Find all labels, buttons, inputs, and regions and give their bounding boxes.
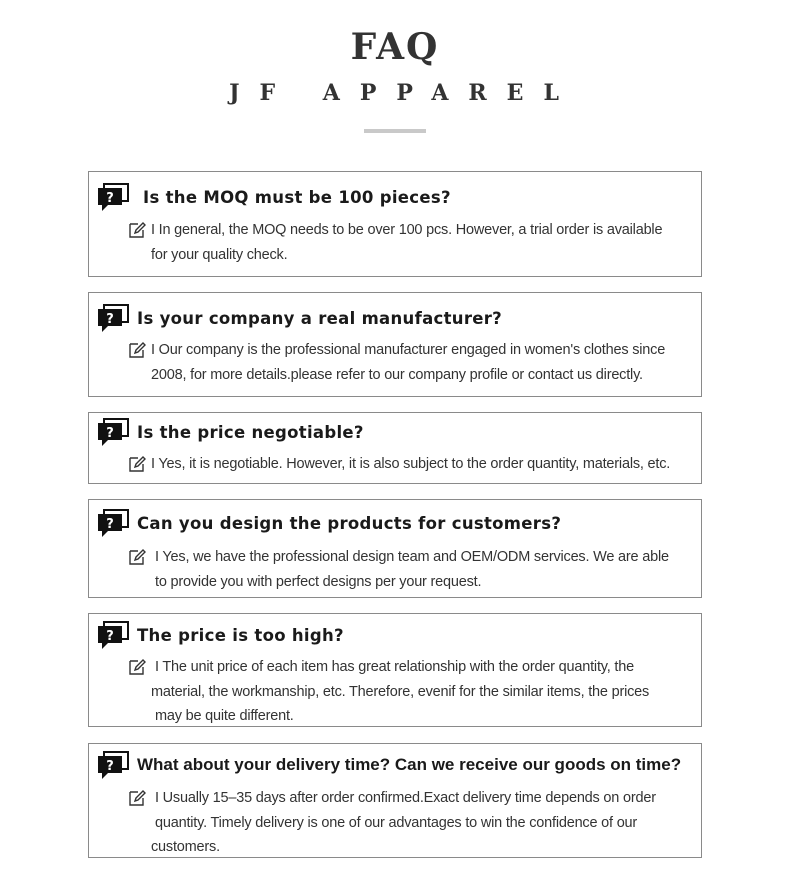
- faq-answer-line: for your quality check.: [151, 246, 288, 263]
- faq-answer: [127, 655, 693, 729]
- faq-answer: [127, 545, 693, 594]
- faq-answer-line: I Usually 15–35 days after order confirmed.Exact delivery time depends on order: [155, 790, 656, 806]
- edit-note-icon: [127, 788, 147, 808]
- faq-question: Can you design the products for customers?: [137, 513, 562, 533]
- faq-answer-line: I The unit price of each item has great relationship with the order quantity, the: [155, 659, 634, 675]
- faq-question-row: [97, 303, 502, 333]
- faq-answer-line: quantity. Timely delivery is one of our advantages to win the confidence of our: [155, 814, 638, 831]
- question-bubble-icon: [97, 182, 131, 212]
- question-bubble-icon: [97, 508, 131, 538]
- edit-note-icon: [127, 220, 147, 240]
- faq-question: Is the price negotiable?: [137, 422, 364, 442]
- svg-text:?: ?: [106, 759, 114, 774]
- brand-subtitle: JF APPAREL: [229, 80, 579, 106]
- faq-question: What about your delivery time? Can we receive our goods on time?: [137, 755, 682, 774]
- faq-answer-line: may be quite different.: [155, 708, 294, 724]
- faq-answer: [127, 452, 693, 477]
- faq-question-row: [97, 417, 364, 447]
- faq-answer: [127, 338, 693, 387]
- title-divider: [364, 129, 426, 133]
- faq-answer: [127, 218, 693, 267]
- page-title: FAQ: [350, 26, 440, 68]
- faq-card-manufacturer: [88, 292, 702, 397]
- faq-answer-line: I In general, the MOQ needs to be over 100 pcs. However, a trial order is available: [151, 222, 663, 238]
- svg-text:?: ?: [106, 517, 114, 532]
- faq-answer-line: customers.: [151, 839, 220, 855]
- faq-card-price-high: [88, 613, 702, 727]
- faq-card-design: [88, 499, 702, 598]
- edit-note-icon: [127, 657, 147, 677]
- faq-question: Is your company a real manufacturer?: [137, 308, 503, 328]
- edit-note-icon: [127, 547, 147, 567]
- faq-question-row: [97, 182, 451, 212]
- faq-question-row: [97, 620, 344, 650]
- faq-question: Is the MOQ must be 100 pieces?: [143, 187, 451, 207]
- question-bubble-icon: [97, 620, 131, 650]
- edit-note-icon: [127, 454, 147, 474]
- question-bubble-icon: [97, 303, 131, 333]
- svg-text:?: ?: [106, 426, 114, 441]
- faq-answer-line: 2008, for more details.please refer to our company profile or contact us directly.: [151, 366, 643, 383]
- faq-answer-line: I Yes, we have the professional design team and OEM/ODM services. We are able: [155, 549, 669, 565]
- svg-text:?: ?: [106, 629, 114, 644]
- svg-text:?: ?: [106, 191, 114, 206]
- faq-card-delivery: [88, 743, 702, 858]
- faq-answer-line: I Yes, it is negotiable. However, it is also subject to the order quantity, materials, etc.: [151, 456, 671, 472]
- question-bubble-icon: [97, 417, 131, 447]
- edit-note-icon: [127, 340, 147, 360]
- faq-answer-line: material, the workmanship, etc. Therefore, evenif for the similar items, the prices: [151, 683, 650, 700]
- svg-text:?: ?: [106, 312, 114, 327]
- faq-question: The price is too high?: [137, 625, 344, 645]
- faq-answer-line: I Our company is the professional manufacturer engaged in women's clothes since: [151, 342, 666, 358]
- question-bubble-icon: [97, 750, 131, 780]
- faq-card-moq: [88, 171, 702, 277]
- faq-question-row: [97, 750, 681, 780]
- faq-answer-line: to provide you with perfect designs per your request.: [155, 573, 482, 590]
- faq-question-row: [97, 508, 561, 538]
- faq-answer: [127, 786, 693, 860]
- faq-card-price-negotiable: [88, 412, 702, 484]
